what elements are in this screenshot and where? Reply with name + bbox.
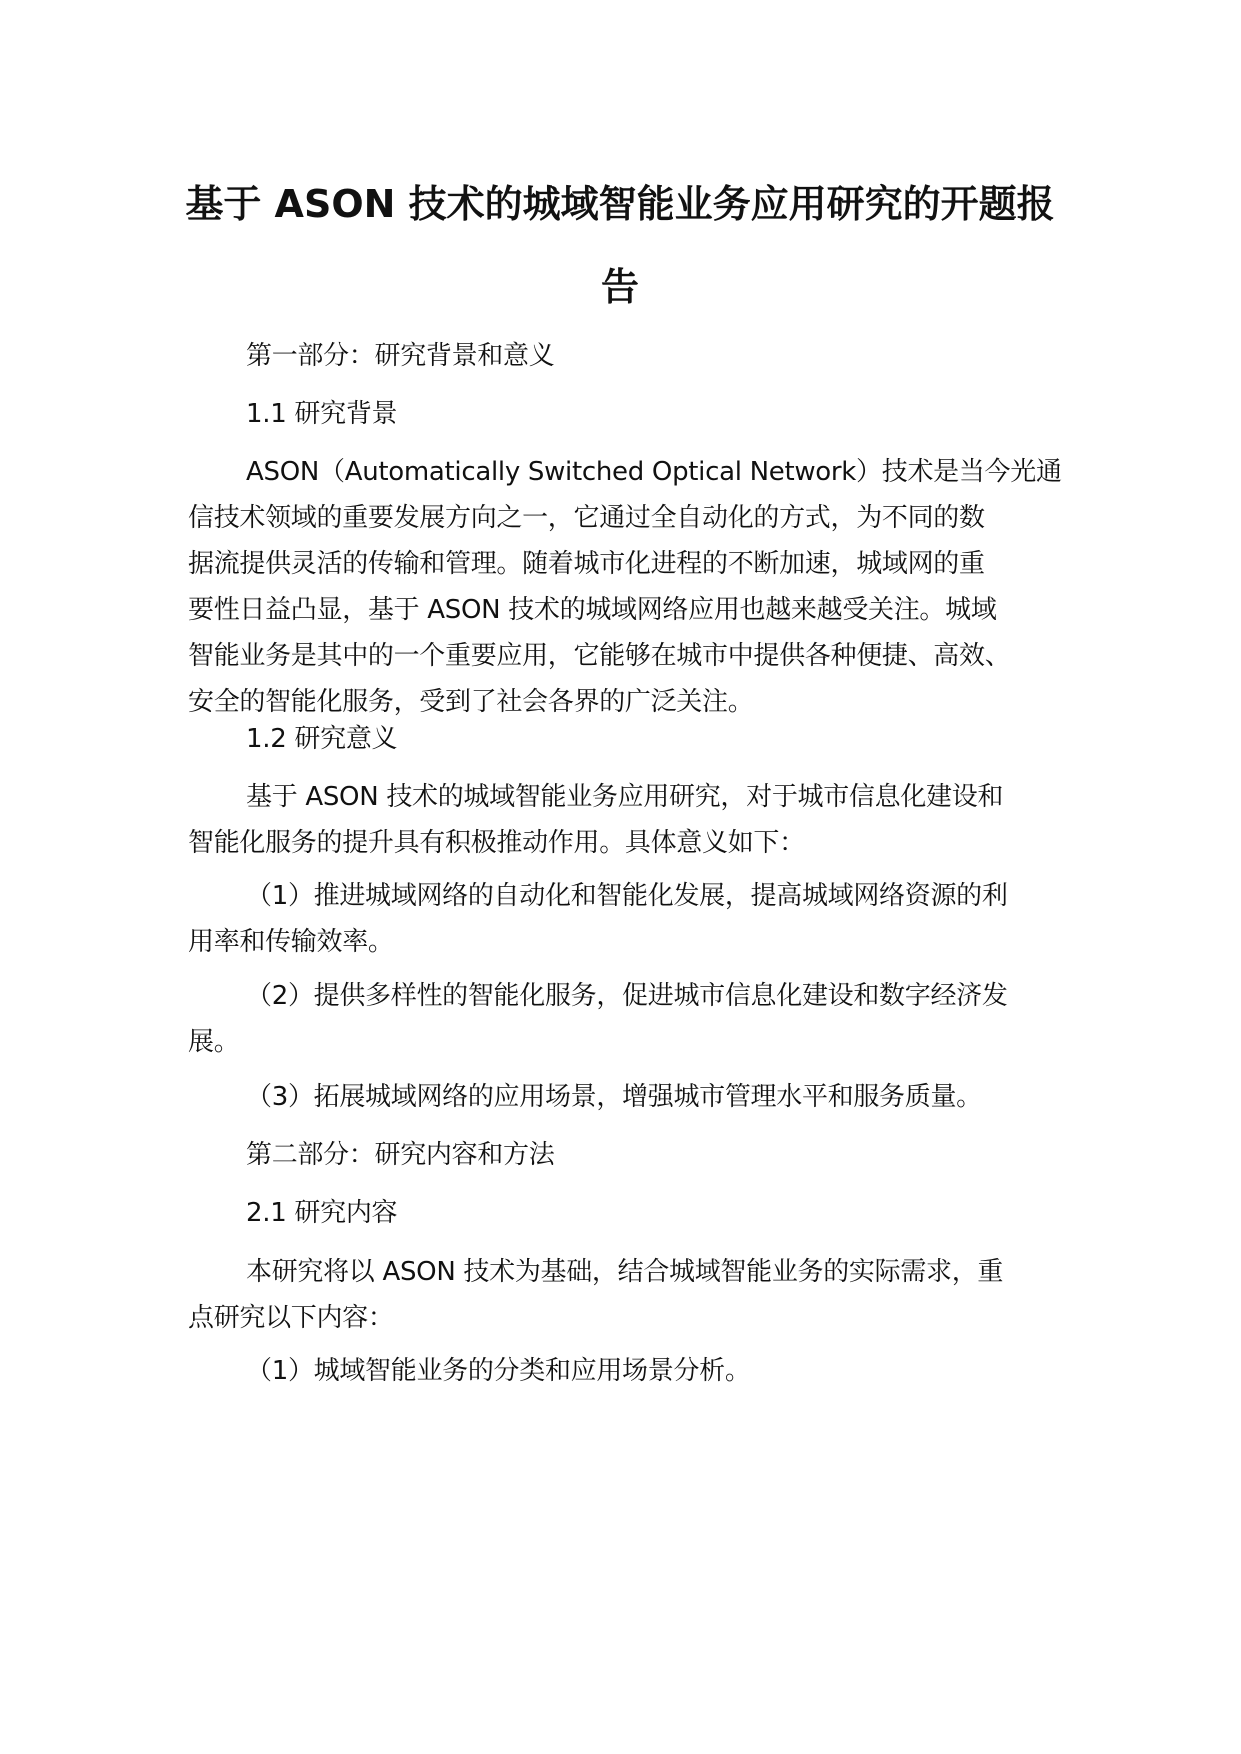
paragraph-line: 要性日益凸显，基于 ASON 技术的城域网络应用也越来越受关注。城域 [188, 595, 997, 625]
list-item-1 [188, 873, 1088, 965]
list-item-line: 用率和传输效率。 [188, 927, 394, 957]
list-item-line: （1）推进城域网络的自动化和智能化发展，提高城域网络资源的利 [246, 881, 1008, 911]
part2-heading [188, 1132, 1088, 1178]
paragraph-line: 智能业务是其中的一个重要应用，它能够在城市中提供各种便捷、高效、 [188, 641, 1011, 671]
paragraph-line: 信技术领域的重要发展方向之一，它通过全自动化的方式，为不同的数 [188, 503, 985, 533]
part1-heading [188, 333, 1088, 379]
document-title-line-2: 告 [600, 265, 639, 309]
section-2-1-heading-text: 2.1 研究内容 [246, 1198, 398, 1228]
section-1-2-paragraph [188, 774, 1088, 866]
list-item-line: （3）拓展城域网络的应用场景，增强城市管理水平和服务质量。 [246, 1082, 982, 1112]
list-item-2 [188, 973, 1088, 1065]
section-1-1-paragraph [188, 449, 1088, 725]
section-1-1-heading [188, 391, 1088, 437]
paragraph-line: ASON（Automatically Switched Optical Network）技术是当今光通 [246, 457, 1062, 487]
list-item-line: （1）城域智能业务的分类和应用场景分析。 [246, 1356, 751, 1386]
paragraph-line: 安全的智能化服务，受到了社会各界的广泛关注。 [188, 687, 754, 717]
document-title-line-1: 基于 ASON 技术的城域智能业务应用研究的开题报 [185, 182, 1055, 226]
part1-heading-text: 第一部分：研究背景和意义 [246, 341, 555, 371]
paragraph-line: 本研究将以 ASON 技术为基础，结合城域智能业务的实际需求，重 [246, 1257, 1004, 1287]
list-item-4 [188, 1348, 1088, 1394]
part2-heading-text: 第二部分：研究内容和方法 [246, 1140, 555, 1170]
list-item-3 [188, 1074, 1088, 1120]
list-item-line: 展。 [188, 1027, 240, 1057]
paragraph-line: 智能化服务的提升具有积极推动作用。具体意义如下： [188, 828, 805, 858]
paragraph-line: 基于 ASON 技术的城域智能业务应用研究，对于城市信息化建设和 [246, 782, 1004, 812]
section-1-1-heading-text: 1.1 研究背景 [246, 399, 398, 429]
section-1-2-heading [188, 716, 1088, 762]
paragraph-line: 据流提供灵活的传输和管理。随着城市化进程的不断加速，城域网的重 [188, 549, 985, 579]
section-2-1-paragraph [188, 1249, 1088, 1341]
section-1-2-heading-text: 1.2 研究意义 [246, 724, 398, 754]
section-2-1-heading [188, 1190, 1088, 1236]
list-item-line: （2）提供多样性的智能化服务，促进城市信息化建设和数字经济发 [246, 981, 1008, 1011]
paragraph-line: 点研究以下内容： [188, 1303, 394, 1333]
